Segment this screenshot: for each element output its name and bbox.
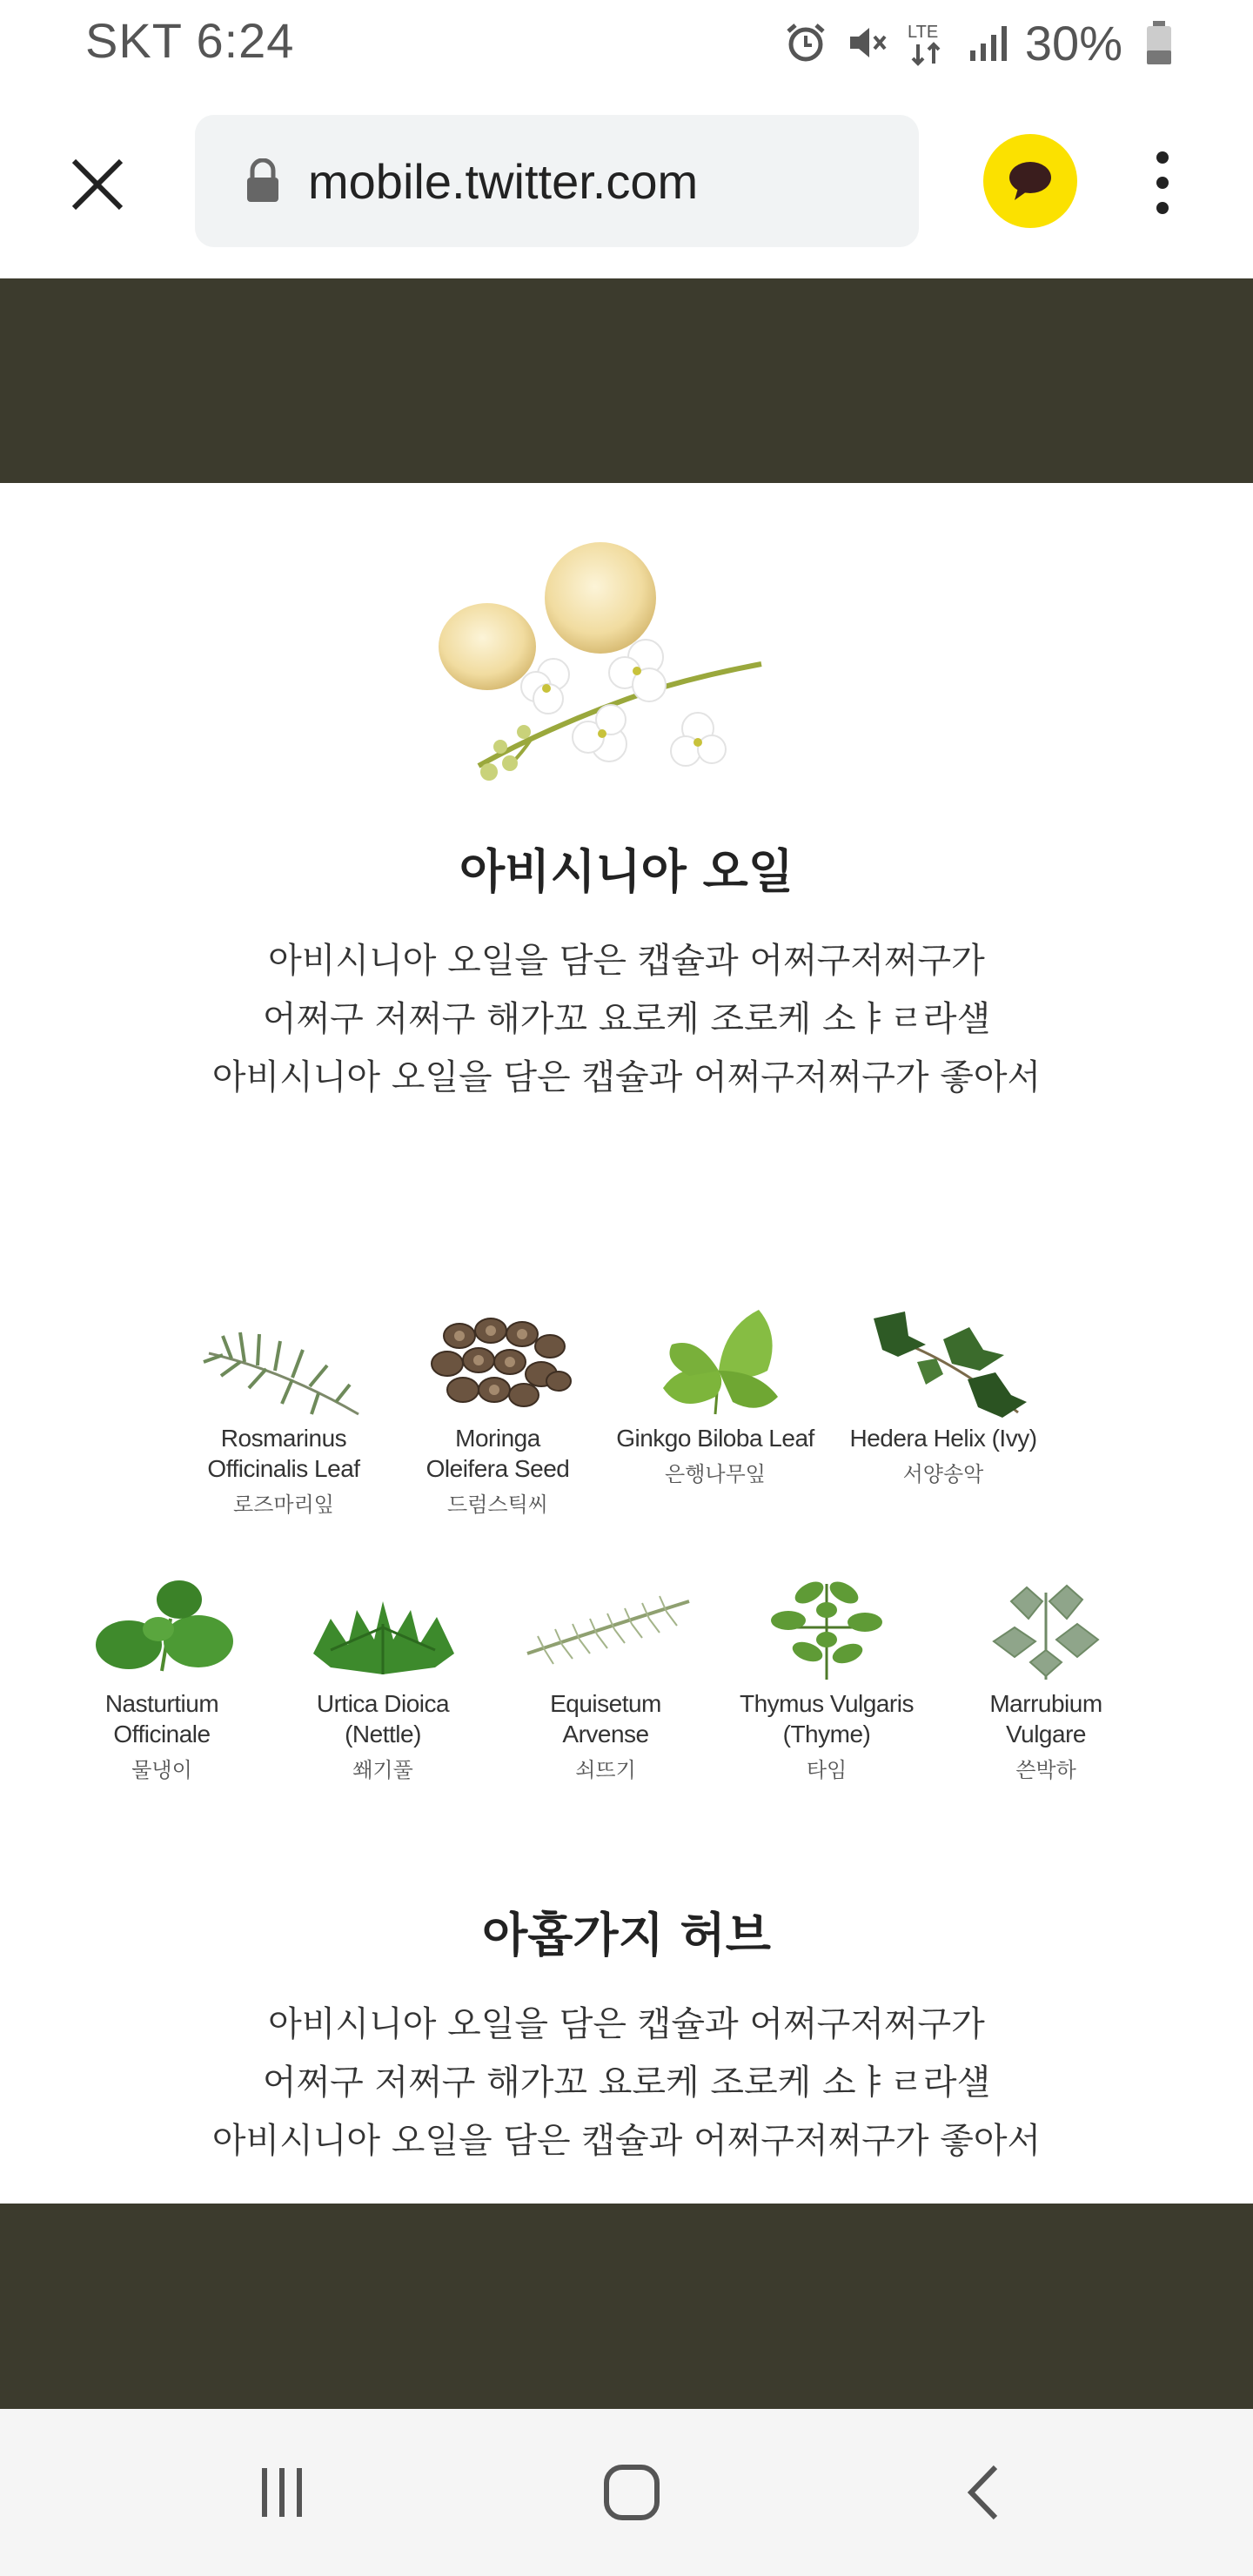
page-content (0, 483, 1253, 2204)
mute-icon (842, 18, 891, 67)
herb-nettle (270, 1566, 496, 1786)
oil-description (0, 932, 1253, 1107)
ivy-image (856, 1301, 1030, 1423)
more-vert-icon[interactable] (1145, 146, 1180, 219)
close-icon[interactable] (61, 148, 134, 221)
oil-title: 아비시니아 오일 (459, 844, 794, 899)
url-text: mobile.twitter.com (308, 153, 699, 209)
header-band (0, 278, 1253, 483)
lock-icon (244, 158, 282, 204)
herb-name-en: Thymus Vulgaris (740, 1690, 914, 1717)
herb-thyme (714, 1566, 940, 1786)
herbs-line: 아비시니아 오일을 담은 캡슐과 어쩌구저쩌구가 좋아서 (211, 2121, 1042, 2161)
status-bar (0, 0, 1253, 87)
herb-name-en: Nasturtium (104, 1690, 219, 1717)
herb-name-en: Hedera Helix (Ivy) (849, 1425, 1037, 1452)
herb-name-en: Rosmarinus (220, 1425, 347, 1452)
herb-name-en: Urtica Dioica (316, 1690, 450, 1717)
system-nav-bar (0, 2409, 1253, 2576)
herb-name-ko: 서양송악 (902, 1462, 984, 1486)
kakaotalk-icon[interactable] (983, 134, 1077, 228)
watercress-image (75, 1566, 249, 1688)
herb-name-ko: 드럼스틱씨 (447, 1493, 548, 1517)
horsetail-image (519, 1566, 693, 1688)
nettle-image (296, 1566, 470, 1688)
rosemary-image (197, 1301, 371, 1423)
herb-name-ko: 쐐기풀 (352, 1758, 413, 1782)
herb-name-en: Officinale (113, 1721, 211, 1748)
herb-ivy (830, 1301, 1056, 1490)
herb-rosemary (171, 1301, 397, 1520)
lte-label: LTE (907, 23, 939, 42)
herb-name-en: Vulgare (1006, 1721, 1086, 1748)
oil-line: 아비시니아 오일을 담은 캡슐과 어쩌구저쩌구가 (268, 941, 985, 981)
oil-line: 아비시니아 오일을 담은 캡슐과 어쩌구저쩌구가 좋아서 (211, 1057, 1042, 1097)
recent-apps-icon[interactable] (238, 2449, 325, 2536)
herb-horsetail (492, 1566, 719, 1786)
herb-name-ko: 타임 (806, 1758, 848, 1782)
herb-moringa (385, 1301, 611, 1520)
herb-name-ko: 은행나무잎 (665, 1462, 766, 1486)
herb-name-ko: 쓴박하 (1015, 1758, 1076, 1782)
url-bar[interactable] (195, 115, 919, 247)
footer-band (0, 2204, 1253, 2409)
herb-name-en: (Thyme) (782, 1721, 871, 1748)
moringa-seed-image (411, 1301, 585, 1423)
herb-name-en: Equisetum (550, 1690, 661, 1717)
herbs-description (0, 1996, 1253, 2170)
oil-line: 어쩌구 저쩌구 해가꼬 요로케 조로케 소ㅑㄹ라섈 (262, 999, 991, 1039)
herb-name-ko: 로즈마리잎 (233, 1493, 334, 1517)
browser-toolbar (0, 87, 1253, 278)
herbs-line: 어쩌구 저쩌구 해가꼬 요로케 조로케 소ㅑㄹ라섈 (262, 2063, 991, 2103)
signal-icon (964, 18, 1013, 67)
battery-icon (1135, 18, 1183, 67)
herb-name-en: Oleifera Seed (425, 1455, 570, 1482)
herb-name-en: Moringa (455, 1425, 540, 1452)
back-icon[interactable] (940, 2449, 1027, 2536)
horehound-image (959, 1566, 1133, 1688)
herb-ginkgo (602, 1301, 828, 1490)
herb-name-en: Officinalis Leaf (207, 1455, 360, 1482)
herb-name-en: Arvense (562, 1721, 649, 1748)
herb-name-en: Marrubium (989, 1690, 1102, 1717)
home-icon[interactable] (588, 2449, 675, 2536)
herb-name-en: Ginkgo Biloba Leaf (616, 1425, 814, 1452)
herb-name-ko: 물냉이 (131, 1758, 192, 1782)
thyme-image (740, 1566, 914, 1688)
herb-name-ko: 쇠뜨기 (575, 1758, 636, 1782)
lte-icon (903, 18, 952, 67)
herb-name-en: (Nettle) (345, 1721, 421, 1748)
herb-horehound (933, 1566, 1159, 1786)
status-icons (781, 12, 1183, 73)
carrier-time: SKT 6:24 (85, 13, 295, 68)
abyssinian-oil-illustration (426, 535, 783, 796)
herb-nasturtium (49, 1566, 275, 1786)
herbs-title: 아홉가지 허브 (482, 1908, 771, 1962)
herbs-line: 아비시니아 오일을 담은 캡슐과 어쩌구저쩌구가 (268, 2004, 985, 2044)
alarm-icon (781, 18, 830, 67)
battery-percent: 30% (1024, 15, 1122, 70)
ginkgo-leaf-image (628, 1301, 802, 1423)
